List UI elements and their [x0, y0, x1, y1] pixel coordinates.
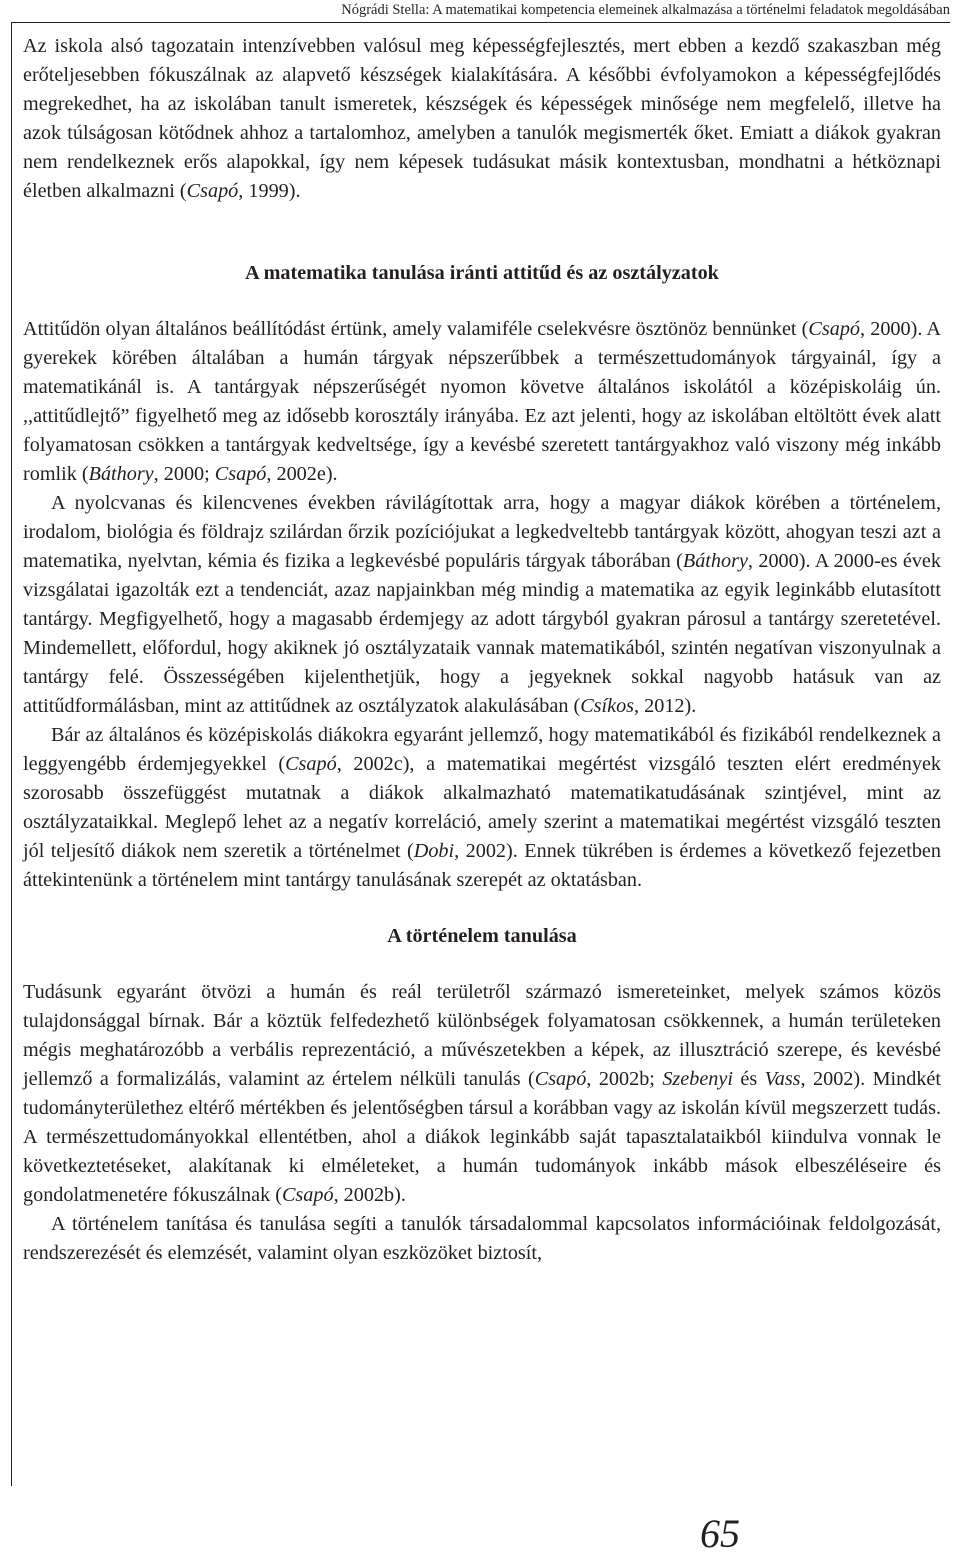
citation-author: Dobi: [413, 840, 455, 862]
text-run: , 2002b).: [333, 1184, 406, 1206]
citation-author: Vass: [764, 1068, 801, 1090]
text-run: A történelem tanítása és tanulása segíti a tanulók társadalommal kapcsolatos információinak feldolgozását, rendszerezését és elemzését, valamint olyan eszközöket biztosít,: [23, 1213, 941, 1264]
citation-author: Báthory: [88, 463, 154, 485]
text-run: , 1999).: [238, 180, 301, 202]
attitude-paragraph-3: [23, 721, 941, 895]
page-frame-left-rule: [11, 22, 12, 1486]
citation-author: Csapó: [214, 463, 267, 485]
attitude-paragraph-2: [23, 489, 941, 721]
citation-author: Báthory: [682, 550, 748, 572]
citation-author: Csapó: [808, 318, 861, 340]
page-body: [23, 32, 941, 1268]
text-run: Bár az általános és középiskolás diákokra egyaránt jellemző, hogy matematikából és fizikából rendelkeznek a leggyengébb érdemjegyekkel (: [23, 724, 941, 775]
text-run: , 2012).: [634, 695, 697, 717]
attitude-paragraph-1: [23, 315, 941, 489]
text-run: , 2000;: [153, 463, 215, 485]
history-paragraph-2: [23, 1210, 941, 1268]
text-run: Tudásunk egyaránt ötvözi a humán és reál területről származó ismereteinket, melyek számos közös tulajdonsággal bírnak. Bár a köztük felfedezhető különbségek folyamatosan csökkennek, a humán területeken mégis meghatározóbb a verbális reprezentáció, a művészetekben a képek, az illusztráció szerepe, és kevésbé jellemző a formalizálás, valamint az értelem nélküli tanulás (: [23, 981, 941, 1090]
citation-author: Szebenyi: [662, 1068, 733, 1090]
citation-author: Csapó: [534, 1068, 587, 1090]
page-frame-top-rule: [11, 22, 950, 23]
citation-author: Csapó: [186, 180, 239, 202]
text-run: Attitűdön olyan általános beállítódást értünk, amely valamiféle cselekvésre ösztönöz bennünket (: [23, 318, 809, 340]
citation-author: Csíkos: [580, 695, 635, 717]
text-run: , 2002b;: [586, 1068, 663, 1090]
text-run: , 2000). A gyerekek körében általában a humán tárgyak népszerűbbek a természettudományok tárgyainál, így a matematikánál is. A tantárgyak népszerűségét nyomon követve általános iskolától a középiskoláig ún. ,,attitűdlejtő” figyelhető meg az idősebb korosztály irányába. Ez azt jelenti, hogy az iskolában eltöltött évek alatt folyamatosan csökken a tantárgyak kedveltsége, így a kevésbé szeretett tantárgyakhoz való viszony még inkább romlik (: [23, 318, 941, 485]
text-run: , 2002c), a matematikai megértést vizsgáló teszten elért eredmények szorosabb összefüggést mutatnak a diákok alkalmazható matematikatudásának szintjével, mint az osztályzataikkal. Meglepő lehet az a negatív korreláció, amely szerint a matematikai megértést vizsgáló teszten jól teljesítő diákok nem szeretik a történelmet (: [23, 753, 942, 862]
section-heading-history: A történelem tanulása: [387, 925, 577, 947]
text-run: A nyolcvanas és kilencvenes években rávilágítottak arra, hogy a magyar diákok körében a történelem, irodalom, biológia és földrajz szilárdan őrzik pozíciójukat a legkedveltebb tantárgyak között, ahogyan teszi azt a matematika, nyelvtan, kémia és fizika a legkevésbé populáris tárgyak táborában (: [23, 492, 941, 572]
page-number: 65: [700, 1511, 740, 1556]
section-heading-attitude: A matematika tanulása iránti attitűd és az osztályzatok: [245, 262, 719, 284]
citation-author: Csapó: [285, 753, 337, 775]
text-run: , 2002). Ennek tükrében is érdemes a következő fejezetben áttekintenünk a történelem mint tantárgy tanulásának szerepét az oktatásban.: [23, 840, 941, 891]
text-run: és: [732, 1068, 765, 1090]
text-run: Az iskola alsó tagozatain intenzívebben valósul meg képességfejlesztés, mert ebben a kezdő szakaszban még erőteljesebben fókuszálnak az alapvető készségek kialakítására. A későbbi évfolyamokon a képességfejlődés megrekedhet, ha az iskolában tanult ismeretek, készségek és képességek minősége nem megfelelő, illetve ha azok túlságosan kötődnek ahhoz a tartalomhoz, amelyben a tanulók megismerték őket. Emiatt a diákok gyakran nem rendelkeznek erős alapokkal, így nem képesek tudásukat másik kontextusban, mondhatni a hétköznapi életben alkalmazni (: [23, 35, 941, 202]
history-paragraph-1: [23, 978, 941, 1210]
text-run: , 2002). Mindkét tudományterülethez eltérő mértékben és jelentőségben társul a korábban vagy az iskolán kívül megszerzett tudás. A természettudományokkal ellentétben, ahol a diákok leginkább saját tapasztalataikból kiindulva vonnak le következtetéseket, alakítanak ki elméleteket, a humán tudományok inkább mások elbeszéléseire és gondolatmenetére fókuszálnak (: [23, 1068, 941, 1206]
text-run: , 2002e).: [266, 463, 338, 485]
text-run: , 2000). A 2000-es évek vizsgálatai igazolták ezt a tendenciát, azaz napjainkban még mindig a matematika az egyik leginkább elutasított tantárgy. Megfigyelhető, hogy a magasabb érdemjegy az adott tárgyból gyakran párosul a tantárgy szeretetével. Mindemellett, előfordul, hogy akiknek jó osztályzataik vannak matematikából, szintén negatívan viszonyulnak a tantárgy felé. Összességében kijelenthetjük, hogy a jegyeknek sokkal nagyobb hatásuk van az attitűdformálásban, mint az attitűdnek az osztályzatok alakulásában (: [23, 550, 941, 717]
citation-author: Csapó: [281, 1184, 334, 1206]
intro-paragraph: [23, 32, 941, 206]
running-head: Nógrádi Stella: A matematikai kompetencia elemeinek alkalmazása a történelmi feladatok megoldásában: [341, 2, 950, 18]
